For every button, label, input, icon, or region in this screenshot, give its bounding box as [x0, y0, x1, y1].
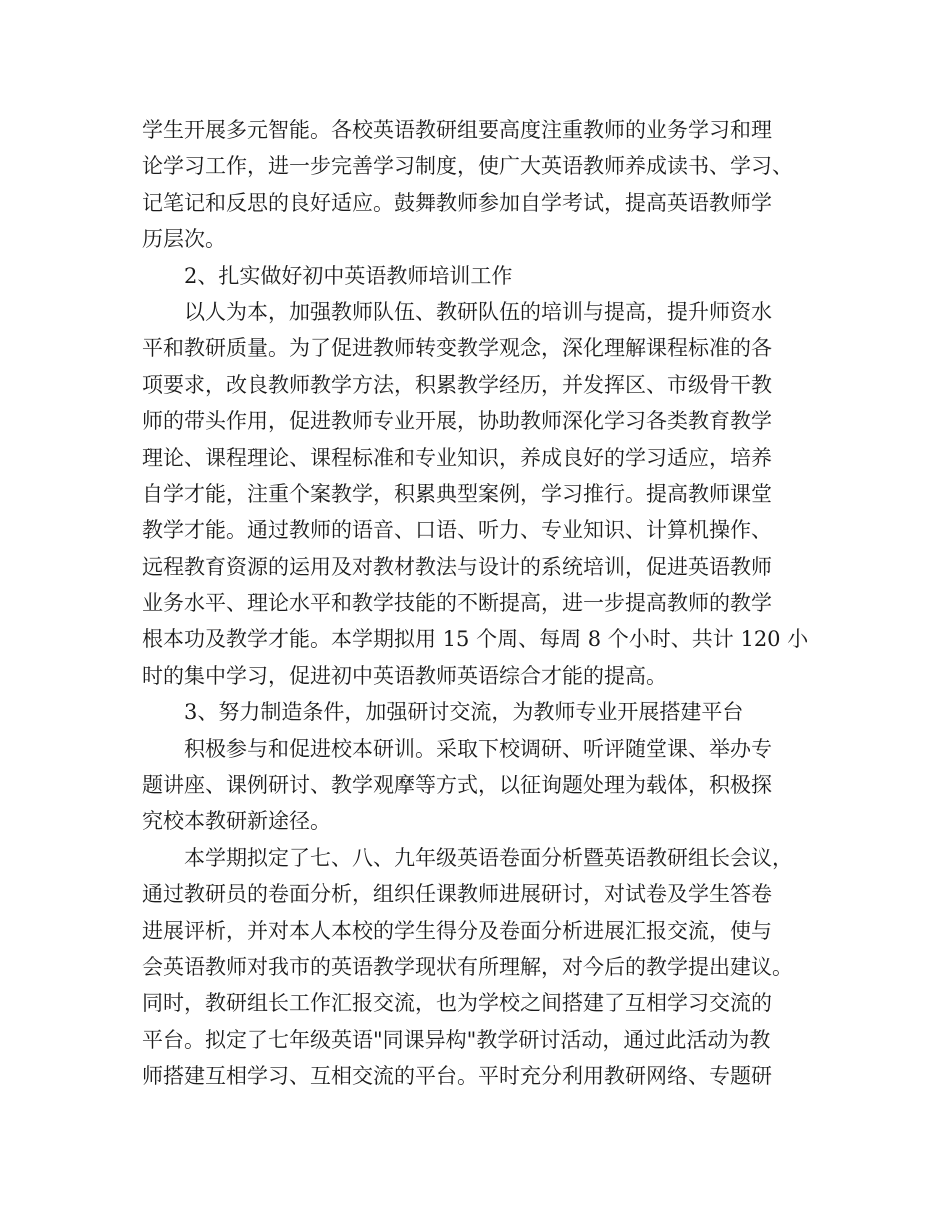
text-line: 2、扎实做好初中英语教师培训工作 — [184, 263, 513, 288]
text-line: 学生开展多元智能。各校英语教研组要高度注重教师的业务学习和理 — [142, 118, 772, 142]
text-line: 进展评析，并对本人本校的学生得分及卷面分析进展汇报交流，使与 — [142, 918, 772, 943]
text-line: 通过教研员的卷面分析，组织任课教师进展研讨，对试卷及学生答卷 — [142, 882, 772, 907]
text-line: 师的带头作用，促进教师专业开展，协助教师深化学习各类教育教学 — [142, 409, 772, 434]
text-line: 历层次。 — [142, 227, 226, 252]
text-line: 同时，教研组长工作汇报交流，也为学校之间搭建了互相学习交流的 — [142, 991, 772, 1016]
text-line: 以人为本，加强教师队伍、教研队伍的培训与提高，提升师资水 — [184, 299, 772, 324]
text-line: 究校本教研新途径。 — [142, 809, 331, 834]
text-line: 题讲座、课例研讨、教学观摩等方式，以征询题处理为载体，积极探 — [142, 773, 772, 798]
text-line: 业务水平、理论水平和教学技能的不断提高，进一步提高教师的教学 — [142, 591, 772, 616]
text-line: 项要求，改良教师教学方法，积累教学经历，并发挥区、市级骨干教 — [142, 372, 772, 397]
text-line: 本学期拟定了七、八、九年级英语卷面分析暨英语教研组长会议， — [184, 845, 793, 870]
text-line: 平台。拟定了七年级英语"同课异构"教学研讨活动，通过此活动为教 — [142, 1027, 771, 1052]
text-line: 积极参与和促进校本研训。采取下校调研、听评随堂课、举办专 — [184, 736, 772, 761]
text-line: 师搭建互相学习、互相交流的平台。平时充分利用教研网络、专题研 — [142, 1064, 772, 1089]
text-line: 远程教育资源的运用及对教材教法与设计的系统培训，促进英语教师 — [142, 554, 772, 579]
text-line: 记笔记和反思的良好适应。鼓舞教师参加自学考试，提高英语教师学 — [142, 190, 772, 215]
text-line: 根本功及教学才能。本学期拟用 15 个周、每周 8 个小时、共计 120 小 — [142, 627, 809, 652]
text-line: 平和教研质量。为了促进教师转变教学观念，深化理解课程标准的各 — [142, 336, 772, 361]
text-line: 3、努力制造条件，加强研讨交流，为教师专业开展搭建平台 — [184, 700, 744, 725]
text-line: 理论、课程理论、课程标准和专业知识，养成良好的学习适应，培养 — [142, 445, 772, 470]
text-line: 时的集中学习，促进初中英语教师英语综合才能的提高。 — [142, 663, 667, 688]
text-line: 论学习工作，进一步完善学习制度，使广大英语教师养成读书、学习、 — [142, 154, 793, 179]
text-line: 会英语教师对我市的英语教学现状有所理解，对今后的教学提出建议。 — [142, 954, 793, 979]
document-body — [142, 112, 822, 1095]
text-line: 自学才能，注重个案教学，积累典型案例，学习推行。提高教师课堂 — [142, 481, 772, 506]
text-line: 教学才能。通过教师的语音、口语、听力、专业知识、计算机操作、 — [142, 518, 772, 543]
